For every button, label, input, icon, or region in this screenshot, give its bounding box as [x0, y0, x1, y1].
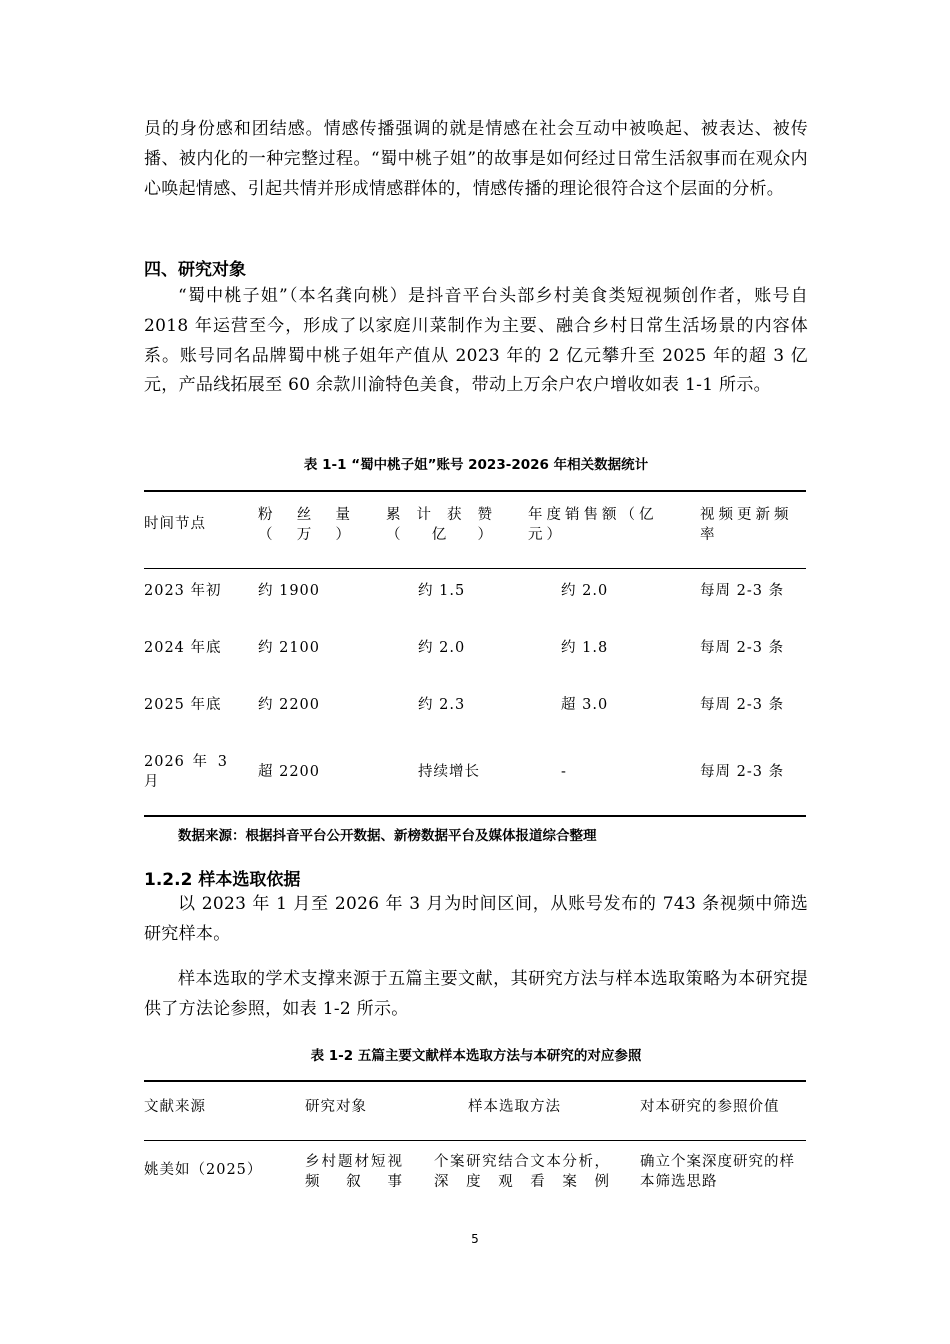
table2-header-object: 研究对象	[305, 1099, 367, 1115]
table1-cell: 2026 年 3 月	[144, 754, 228, 790]
table1-cell: 2025 年底	[144, 697, 222, 713]
table1-caption: 表 1-1 “蜀中桃子姐”账号 2023-2026 年相关数据统计	[303, 457, 649, 473]
table2-header-method: 样本选取方法	[468, 1099, 561, 1115]
table1-header-likes: 累计获赞（亿）	[386, 507, 496, 543]
section-heading-research-object: 四、研究对象	[144, 260, 246, 280]
table1-cell: 2023 年初	[144, 583, 222, 599]
paragraph-account-intro: “蜀中桃子姐”（本名龚向桃）是抖音平台头部乡村美食类短视频创作者，账号自 2018 年运营至今，形成了以家庭川菜制作为主要、融合乡村日常生活场景的内容体系。账号同名品牌蜀中桃子姐年产值从 2023 年的 2 亿元攀升至 2025 年的超 3 亿元，产品线拓展至 60 余款川渝特色美食，带动上万余户农户增收如表 1-1 所示。	[144, 286, 808, 396]
table2-cell: 乡村题材短视频叙事	[305, 1154, 403, 1190]
table1-header-time: 时间节点	[144, 516, 206, 532]
paragraph-sample-period: 以 2023 年 1 月至 2026 年 3 月为时间区间，从账号发布的 743 条视频中筛选研究样本。	[144, 894, 808, 944]
table1-cell: 每周 2-3 条	[700, 640, 785, 656]
table1-cell: -	[561, 764, 567, 780]
table1-cell: 约 2.3	[418, 697, 466, 713]
table1-source-note: 数据来源：根据抖音平台公开数据、新榜数据平台及媒体报道综合整理	[178, 828, 597, 844]
table2-cell: 确立个案深度研究的样本筛选思路	[640, 1154, 795, 1190]
table1-cell: 每周 2-3 条	[700, 697, 785, 713]
table1-cell: 约 1.5	[418, 583, 466, 599]
table2-cell: 个案研究结合文本分析，深度观看案例	[434, 1154, 610, 1190]
table2-caption: 表 1-2 五篇主要文献样本选取方法与本研究的对应参照	[310, 1048, 642, 1064]
table1-header-sales: 年度销售额（亿元）	[528, 507, 658, 543]
table2-header-value: 对本研究的参照价值	[640, 1099, 780, 1115]
table1-cell: 约 2100	[258, 640, 321, 656]
table1-cell: 超 2200	[258, 764, 321, 780]
table2-cell: 姚美如（2025）	[144, 1162, 263, 1178]
table1-cell: 约 2.0	[418, 640, 466, 656]
table2-top-rule	[144, 1080, 806, 1082]
table1-cell: 约 2200	[258, 697, 321, 713]
paragraph-literature-support: 样本选取的学术支撑来源于五篇主要文献，其研究方法与样本选取策略为本研究提供了方法论参照，如表 1-2 所示。	[144, 969, 808, 1019]
table2-header-rule	[144, 1140, 806, 1141]
paragraph-emotion-communication: 员的身份感和团结感。情感传播强调的就是情感在社会互动中被唤起、被表达、被传播、被内化的一种完整过程。“蜀中桃子姐”的故事是如何经过日常生活叙事而在观众内心唤起情感、引起共情并形成情感群体的，情感传播的理论很符合这个层面的分析。	[144, 119, 808, 199]
table1-cell: 超 3.0	[561, 697, 609, 713]
table1-bottom-rule	[144, 815, 806, 817]
page-number: 5	[471, 1232, 479, 1246]
table2-header-source: 文献来源	[144, 1099, 206, 1115]
table1-cell: 每周 2-3 条	[700, 583, 785, 599]
section-heading-sample-basis: 1.2.2 样本选取依据	[144, 870, 301, 890]
table1-cell: 约 1.8	[561, 640, 609, 656]
table1-cell: 2024 年底	[144, 640, 222, 656]
table1-header-fans: 粉丝量（万）	[258, 507, 354, 543]
table1-header-frequency: 视频更新频率	[700, 507, 793, 543]
table1-cell: 约 2.0	[561, 583, 609, 599]
table1-header-rule	[144, 568, 806, 569]
table1-cell: 持续增长	[418, 764, 480, 780]
table1-cell: 每周 2-3 条	[700, 764, 785, 780]
table1-top-rule	[144, 490, 806, 492]
table1-cell: 约 1900	[258, 583, 321, 599]
